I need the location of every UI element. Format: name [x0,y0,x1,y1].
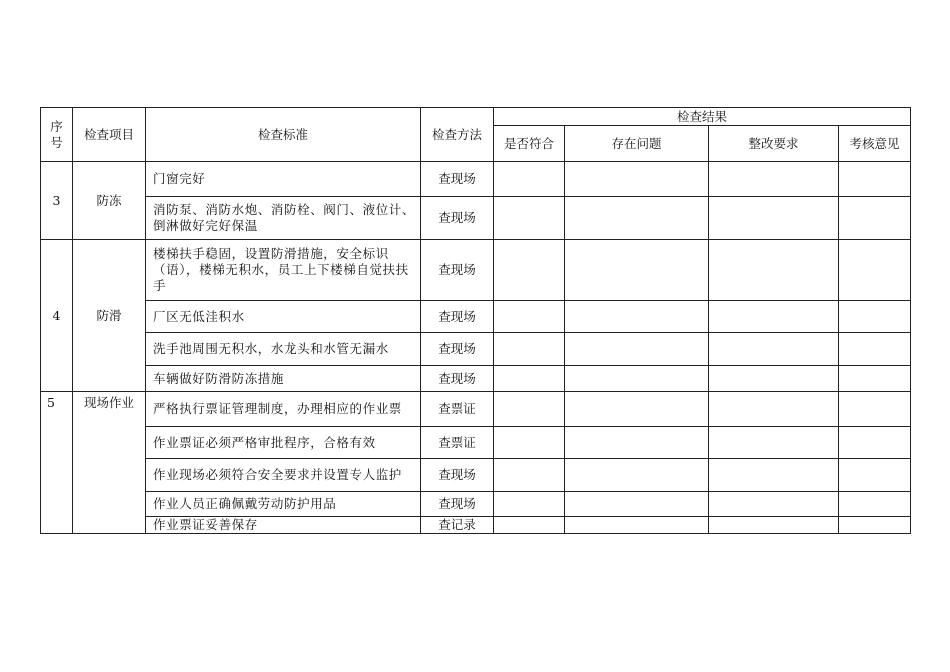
result-conform-cell[interactable] [494,333,565,366]
result-assess-cell[interactable] [839,517,911,534]
result-assess-cell[interactable] [839,240,911,301]
check-standard: 消防泵、消防水炮、消防栓、阀门、液位计、倒淋做好完好保温 [146,197,421,240]
table-row [41,333,911,366]
header-seq: 序 号 [41,108,73,162]
table-row [41,492,911,517]
result-conform-cell[interactable] [494,366,565,392]
result-rectify-cell[interactable] [709,392,839,427]
check-method: 查现场 [421,492,494,517]
result-rectify-cell[interactable] [709,301,839,333]
result-problem-cell[interactable] [565,197,709,240]
result-problem-cell[interactable] [565,366,709,392]
header-result-group: 检查结果 [494,108,911,126]
group-seq: 5 [41,392,73,534]
result-rectify-cell[interactable] [709,492,839,517]
check-method: 查现场 [421,197,494,240]
result-rectify-cell[interactable] [709,427,839,459]
result-conform-cell[interactable] [494,459,565,492]
result-rectify-cell[interactable] [709,197,839,240]
result-conform-cell[interactable] [494,392,565,427]
group-item: 防滑 [73,240,146,392]
result-problem-cell[interactable] [565,427,709,459]
result-assess-cell[interactable] [839,333,911,366]
inspection-checklist [40,107,910,534]
check-standard: 洗手池周围无积水，水龙头和水管无漏水 [146,333,421,366]
result-problem-cell[interactable] [565,492,709,517]
check-method: 查现场 [421,240,494,301]
inspection-table [40,107,911,534]
result-rectify-cell[interactable] [709,240,839,301]
header-item: 检查项目 [73,108,146,162]
result-assess-cell[interactable] [839,492,911,517]
group-item: 现场作业 [73,392,146,534]
result-problem-cell[interactable] [565,392,709,427]
check-standard: 严格执行票证管理制度，办理相应的作业票 [146,392,421,427]
header-result-assess: 考核意见 [839,126,911,162]
check-method: 查现场 [421,366,494,392]
group-seq: 4 [41,240,73,392]
table-row [41,427,911,459]
result-conform-cell[interactable] [494,197,565,240]
result-assess-cell[interactable] [839,392,911,427]
result-assess-cell[interactable] [839,162,911,197]
result-conform-cell[interactable] [494,162,565,197]
result-problem-cell[interactable] [565,517,709,534]
check-standard: 作业票证必须严格审批程序，合格有效 [146,427,421,459]
check-method: 查现场 [421,333,494,366]
table-row [41,197,911,240]
result-conform-cell[interactable] [494,427,565,459]
check-standard: 厂区无低洼积水 [146,301,421,333]
result-conform-cell[interactable] [494,517,565,534]
header-method: 检查方法 [421,108,494,162]
table-row [41,162,911,197]
group-item: 防冻 [73,162,146,240]
check-standard: 作业现场必须符合安全要求并设置专人监护 [146,459,421,492]
result-problem-cell[interactable] [565,240,709,301]
result-problem-cell[interactable] [565,162,709,197]
check-standard: 作业人员正确佩戴劳动防护用品 [146,492,421,517]
check-standard: 作业票证妥善保存 [146,517,421,534]
group-seq: 3 [41,162,73,240]
header-result-rectify: 整改要求 [709,126,839,162]
result-rectify-cell[interactable] [709,366,839,392]
result-conform-cell[interactable] [494,301,565,333]
result-assess-cell[interactable] [839,459,911,492]
result-assess-cell[interactable] [839,197,911,240]
check-standard: 楼梯扶手稳固，设置防滑措施，安全标识（语），楼梯无积水，员工上下楼梯自觉扶扶手 [146,240,421,301]
check-method: 查现场 [421,301,494,333]
header-standard: 检查标准 [146,108,421,162]
result-problem-cell[interactable] [565,459,709,492]
header-result-conform: 是否符合 [494,126,565,162]
result-problem-cell[interactable] [565,301,709,333]
table-row [41,517,911,534]
check-method: 查现场 [421,459,494,492]
result-rectify-cell[interactable] [709,459,839,492]
check-standard: 门窗完好 [146,162,421,197]
table-row [41,366,911,392]
check-method: 查现场 [421,162,494,197]
check-method: 查记录 [421,517,494,534]
result-assess-cell[interactable] [839,301,911,333]
result-conform-cell[interactable] [494,492,565,517]
check-method: 查票证 [421,392,494,427]
result-assess-cell[interactable] [839,427,911,459]
check-method: 查票证 [421,427,494,459]
result-conform-cell[interactable] [494,240,565,301]
check-standard: 车辆做好防滑防冻措施 [146,366,421,392]
result-assess-cell[interactable] [839,366,911,392]
table-row [41,459,911,492]
table-row [41,301,911,333]
table-row [41,392,911,427]
table-row [41,240,911,301]
result-problem-cell[interactable] [565,333,709,366]
header-result-problem: 存在问题 [565,126,709,162]
result-rectify-cell[interactable] [709,333,839,366]
result-rectify-cell[interactable] [709,162,839,197]
result-rectify-cell[interactable] [709,517,839,534]
